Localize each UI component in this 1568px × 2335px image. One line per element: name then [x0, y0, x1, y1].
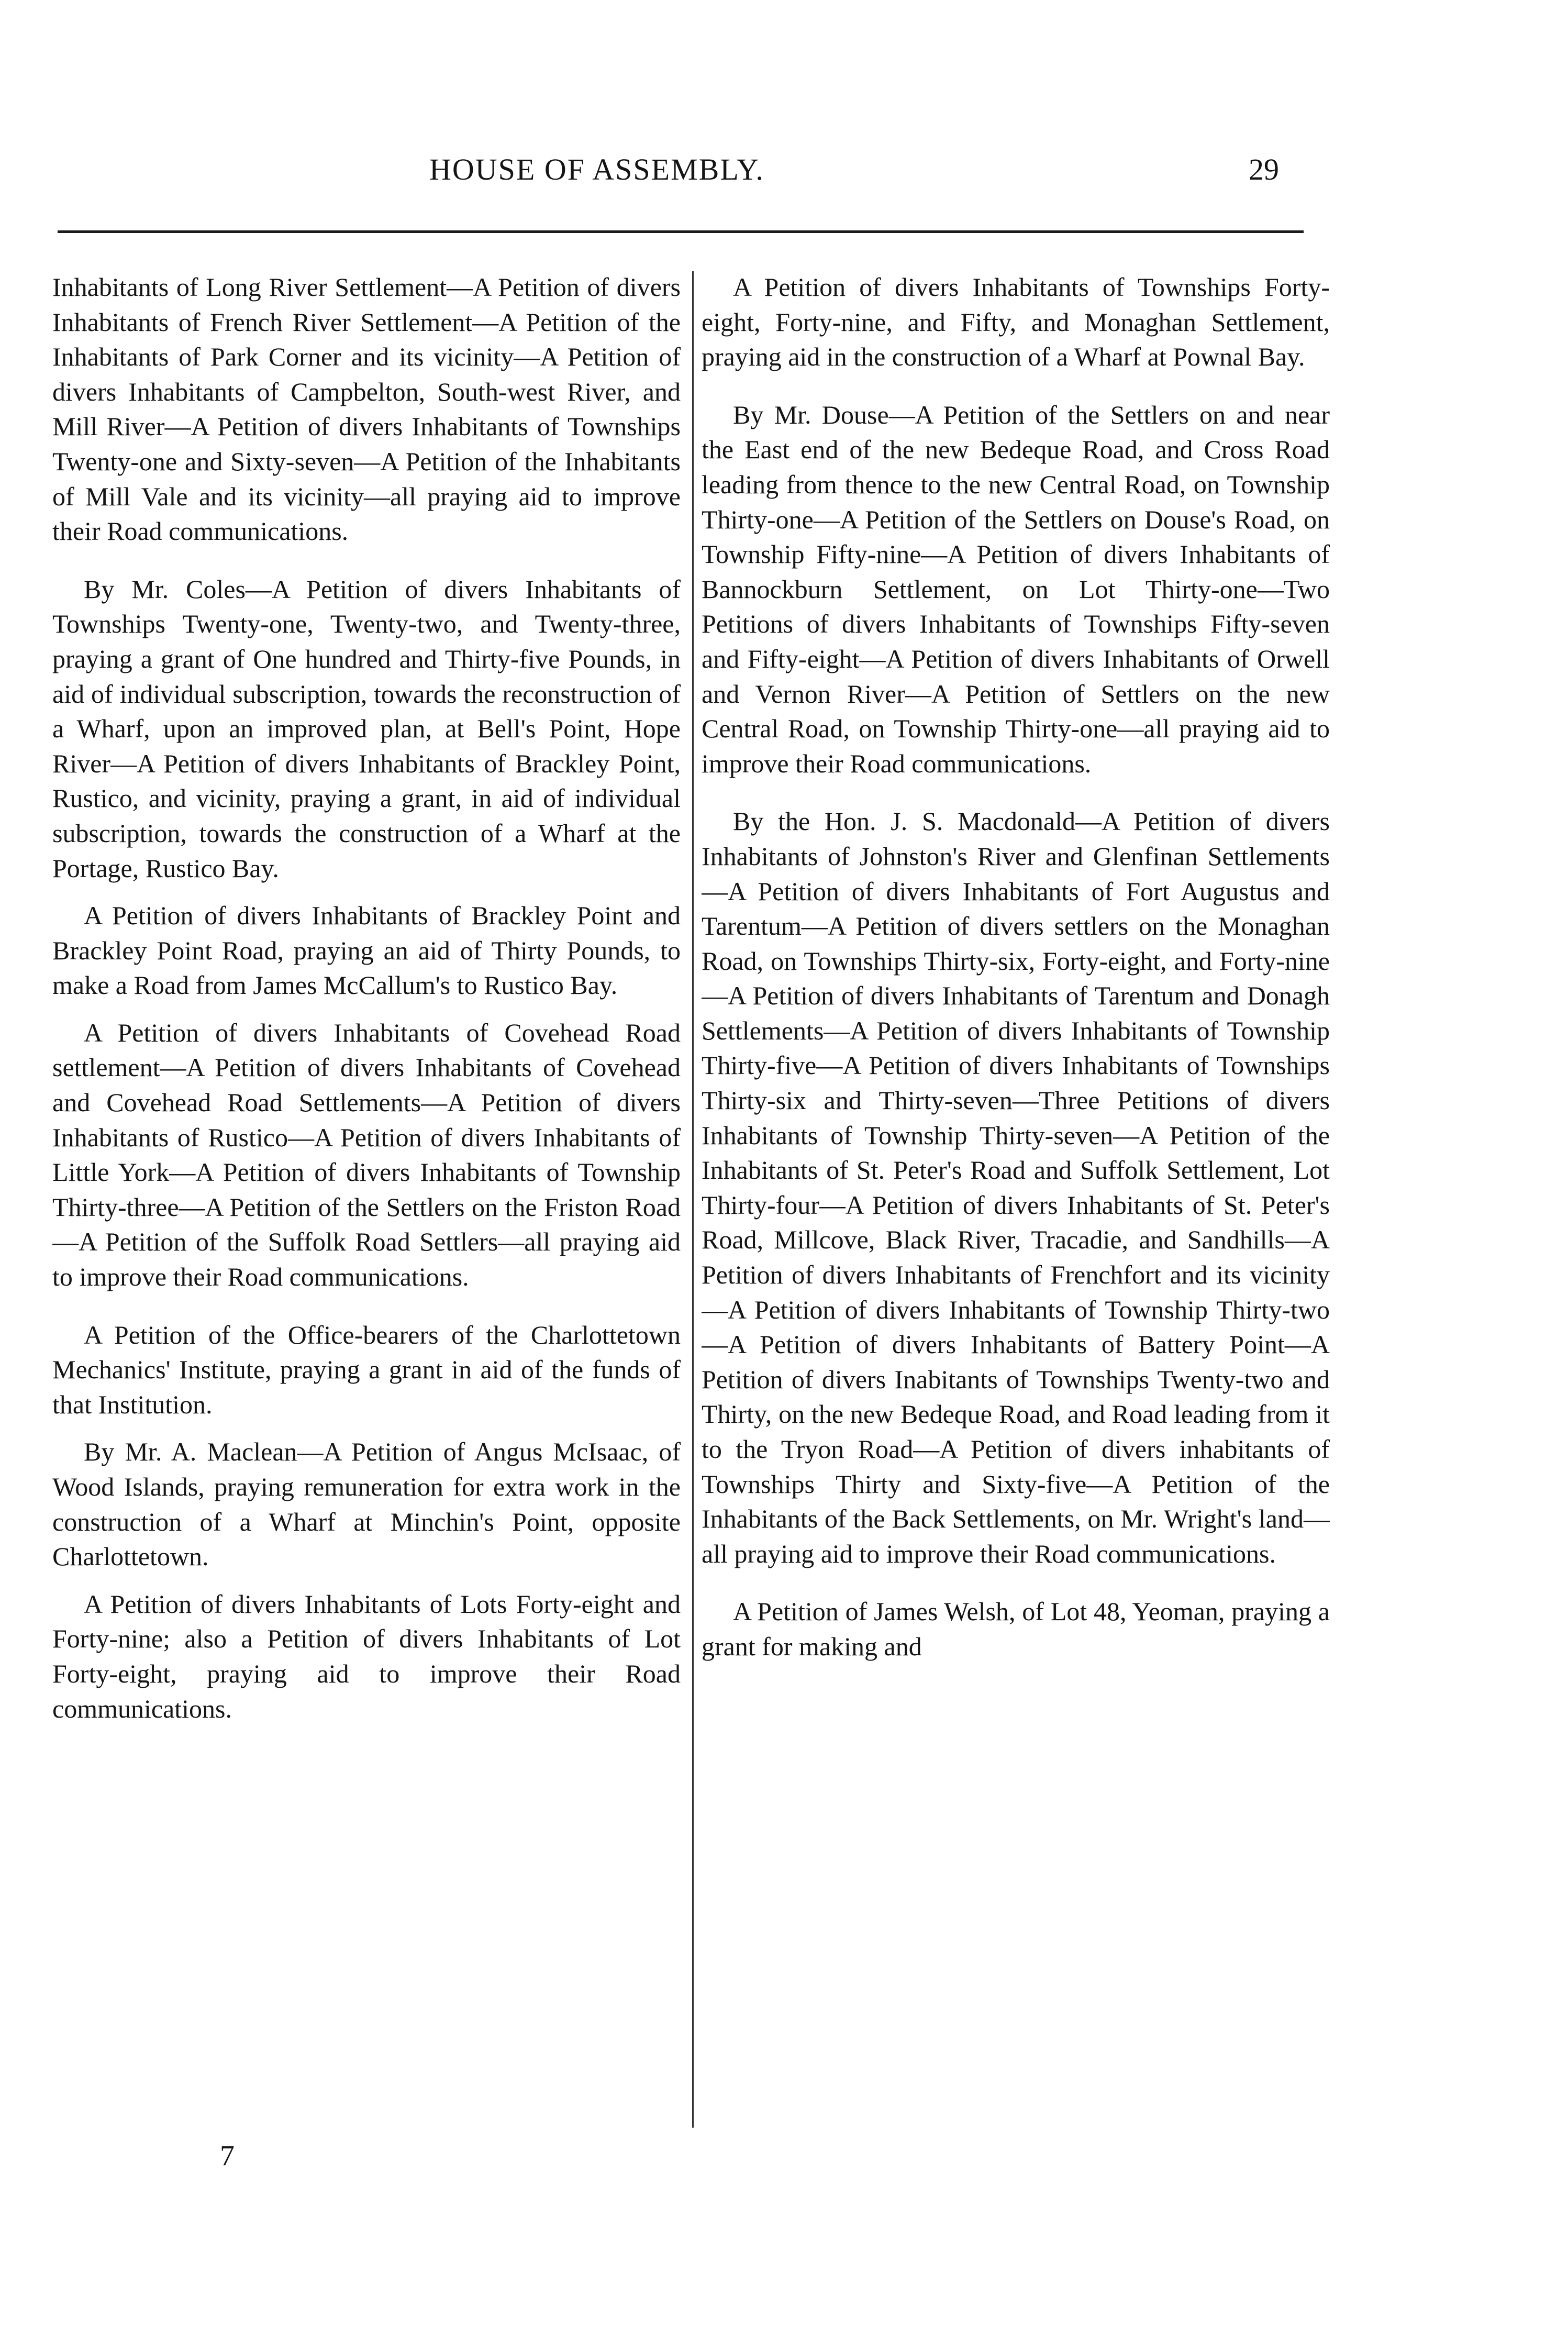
- paragraph: A Petition of divers Inhabitants of Townships Forty-eight, Forty-nine, and Fifty, and Monaghan Settlement, praying aid in the construction of a Wharf at Pownal Bay.: [702, 272, 1330, 372]
- member-name: Coles: [186, 574, 246, 604]
- paragraph: A Petition of divers Inhabitants of Lots Forty-eight and Forty-nine; also a Petition of divers Inhabitants of Lot Forty-eight, praying aid to improve their Road communications.: [52, 1589, 681, 1723]
- paragraph: A Petition of the Office-bearers of the Charlottetown Mechanics' Institute, praying a grant in aid of the funds of that Institution.: [52, 1320, 681, 1419]
- page-number: 29: [1249, 152, 1279, 186]
- paragraph: A Petition of James Welsh, of Lot 48, Yeoman, praying a grant for making and: [702, 1597, 1330, 1661]
- header-rule: [58, 230, 1304, 233]
- right-column: [702, 270, 1330, 2134]
- member-name: J. S. Macdonald: [891, 806, 1075, 836]
- member-name: A. Maclean: [171, 1437, 297, 1467]
- signature-mark: 7: [220, 2140, 235, 2172]
- petitioner-name: James Welsh: [874, 1597, 1009, 1626]
- paragraph: By Mr. A. Maclean—A Petition of Angus McIsaac, of Wood Islands, praying remuneration for extra work in the construction of a Wharf at Minchin's Point, opposite Charlottetown.: [52, 1437, 681, 1572]
- paragraph: By Mr. Douse—A Petition of the Settlers on and near the East end of the new Bedeque Road, and Cross Road leading from thence to the new Central Road, on Township Thirty-one—A Petition of the Settlers on Douse's Road, on Township Fifty-nine—A Petition of divers Inhabitants of Bannockburn Settlement, on Lot Thirty-one—Two Petitions of divers Inhabitants of Townships Fifty-seven and Fifty-eight—A Petition of divers Inhabitants of Orwell and Vernon River—A Petition of Settlers on the new Central Road, on Township Thirty-one—all praying aid to improve their Road communications.: [702, 400, 1330, 778]
- member-name: Douse: [821, 400, 889, 429]
- paragraph: By the Hon. J. S. Macdonald—A Petition of divers Inhabitants of Johnston's River and Glenfinan Settlements—A Petition of divers Inhabitants of Fort Augustus and Tarentum—A Petition of divers settlers on the Monaghan Road, on Townships Thirty-six, Forty-eight, and Forty-nine—A Petition of divers Inhabitants of Tarentum and Donagh Settlements—A Petition of divers Inhabitants of Township Thirty-five—A Petition of divers Inhabitants of Townships Thirty-six and Thirty-seven—Three Petitions of divers Inhabitants of Township Thirty-seven—A Petition of the Inhabitants of St. Peter's Road and Suffolk Settlement, Lot Thirty-four—A Petition of divers Inhabitants of St. Peter's Road, Millcove, Black River, Tracadie, and Sandhills—A Petition of divers Inhabitants of Frenchfort and its vicinity—A Petition of divers Inhabitants of Township Thirty-two—A Petition of divers Inhabitants of Battery Point—A Petition of divers Inabitants of Townships Twenty-two and Thirty, on the new Bedeque Road, and Road leading from it to the Tryon Road—A Petition of divers inhabitants of Townships Thirty and Sixty-five—A Petition of the Inhabitants of the Back Settlements, on Mr. Wright's land—all praying aid to improve their Road communications.: [702, 806, 1330, 1568]
- paragraph: By Mr. Coles—A Petition of divers Inhabitants of Townships Twenty-one, Twenty-two, and Twenty-three, praying a grant of One hundred and Thirty-five Pounds, in aid of individual subscription, towards the reconstruction of a Wharf, upon an improved plan, at Bell's Point, Hope River—A Petition of divers Inhabitants of Brackley Point, Rustico, and vicinity, praying a grant, in aid of individual subscription, towards the construction of a Wharf at the Portage, Rustico Bay.: [52, 574, 681, 883]
- paragraph: A Petition of divers Inhabitants of Covehead Road settlement—A Petition of divers Inhabitants of Covehead and Covehead Road Settlements—A Petition of divers Inhabitants of Rustico—A Petition of divers Inhabitants of Little York—A Petition of divers Inhabitants of Township Thirty-three—A Petition of the Settlers on the Friston Road—A Petition of the Suffolk Road Settlers—all praying aid to improve their Road communications.: [52, 1017, 681, 1292]
- column-rule: [692, 271, 694, 2128]
- paragraph: Inhabitants of Long River Settlement—A Petition of divers Inhabitants of French River Settlement—A Petition of the Inhabitants of Park Corner and its vicinity—A Petition of divers Inhabitants of Campbelton, South-west River, and Mill River—A Petition of divers Inhabitants of Townships Twenty-one and Sixty-seven—A Petition of the Inhabitants of Mill Vale and its vicinity—all praying aid to improve their Road communications.: [52, 272, 681, 546]
- petitioner-name: Angus McIsaac: [474, 1437, 642, 1467]
- running-head: HOUSE OF ASSEMBLY.: [429, 152, 764, 186]
- left-column: [52, 270, 681, 2134]
- paragraph: A Petition of divers Inhabitants of Brackley Point and Brackley Point Road, praying an aid of Thirty Pounds, to make a Road from James McCallum's to Rustico Bay.: [52, 901, 681, 1000]
